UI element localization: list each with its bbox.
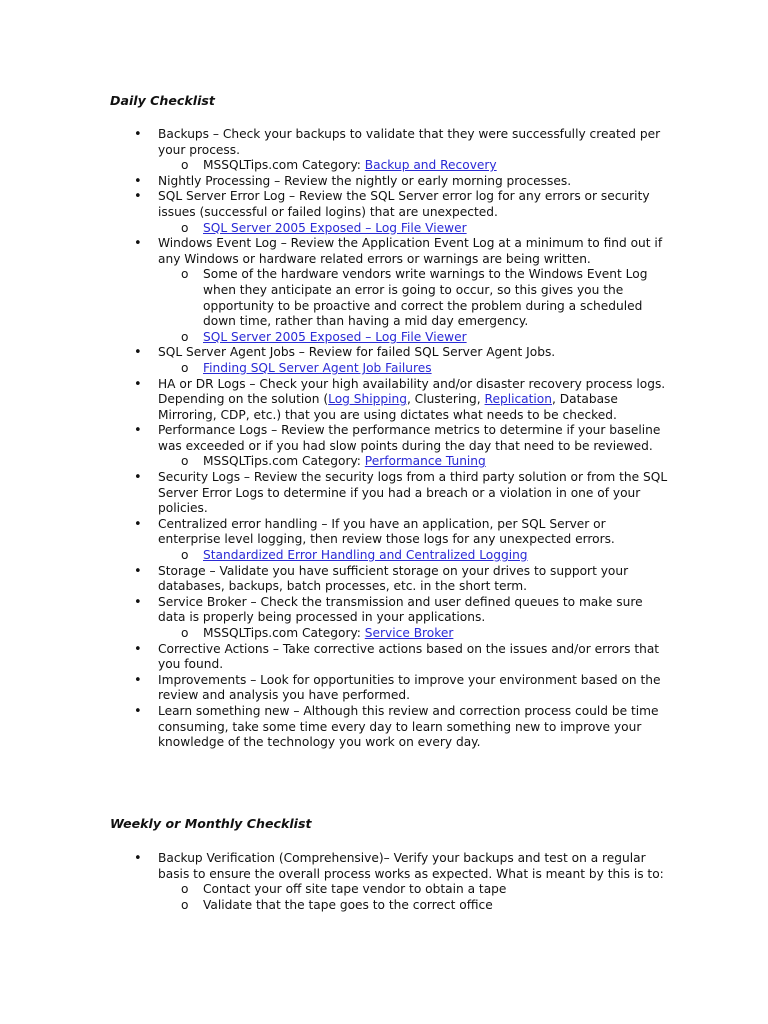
list-item [0,595,668,626]
item-text: , Database Mirroring, CDP, etc.) that you are using dictates what needs to be checked. [158,392,618,422]
item-text: HA or DR Logs – Check your high availability and/or disaster recovery process logs. Depending on the solution ( [158,376,666,407]
list-item [0,517,668,548]
sub-list-item [0,158,668,174]
sub-list-item [0,454,668,470]
sub-list-item [0,221,668,237]
list-item [0,564,668,595]
sub-list-item [0,548,668,564]
item-text: SQL Server Agent Jobs – Review for failed SQL Server Agent Jobs. [158,345,556,360]
document-link[interactable]: SQL Server 2005 Exposed – Log File Viewer [203,329,467,344]
list-item [0,423,668,454]
sub-list-item [0,267,668,329]
document-link[interactable]: Finding SQL Server Agent Job Failures [203,360,432,375]
weekly-checklist-heading: Weekly or Monthly Checklist [110,816,312,831]
item-text: Corrective Actions – Take corrective actions based on the issues and/or errors that you found. [158,641,660,672]
sub-list-item [0,898,668,914]
item-text: Security Logs – Review the security logs from a third party solution or from the SQL Server Error Logs to determine if you had a breach or a violation in one of your policies. [158,470,668,516]
item-text: Backups – Check your backups to validate that they were successfully created per your process. [158,127,661,157]
item-text: MSSQLTips.com Category: [203,626,365,640]
sub-list-item [0,361,668,377]
item-text: Performance Logs – Review the performance metrics to determine if your baseline was exceeded or if you had slow points during the day that need to be reviewed. [158,423,661,453]
list-item [0,377,668,424]
item-text: MSSQLTips.com Category: [203,158,365,173]
document-link[interactable]: Standardized Error Handling and Centralized Logging [203,548,528,563]
item-text: SQL Server Error Log – Review the SQL Server error log for any errors or security issues (successful or failed logins) that are unexpected. [158,189,650,219]
item-text: Improvements – Look for opportunities to improve your environment based on the review and analysis you have performed. [158,672,661,703]
item-text: Some of the hardware vendors write warnings to the Windows Event Log when they anticipate an error is going to occur, so this gives you the opportunity to be proactive and correct the problem during a scheduled down time, rather than having a mid day emergency. [203,267,648,329]
item-text: Learn something new – Although this review and correction process could be time consuming, take some time every day to learn something new to improve your knowledge of the technology you work on every day. [158,703,659,750]
document-link[interactable]: SQL Server 2005 Exposed – Log File Viewer [203,220,467,235]
list-item [0,345,668,361]
item-text: Contact your off site tape vendor to obtain a tape [203,882,507,897]
daily-checklist-heading: Daily Checklist [110,93,215,108]
document-link[interactable]: Service Broker [364,626,454,640]
list-item [0,174,668,190]
list-item [0,704,668,751]
list-item [0,236,668,267]
item-text: Windows Event Log – Review the Application Event Log at a minimum to find out if any Windows or hardware related errors or warnings are being written. [158,236,663,266]
document-link[interactable]: Backup and Recovery [364,158,497,173]
list-item [0,851,668,882]
item-text: Centralized error handling – If you have an application, per SQL Server or enterprise level logging, then review those logs for any unexpected errors. [158,516,615,547]
document-link[interactable]: Performance Tuning [364,454,486,469]
item-text: Backup Verification (Comprehensive)– Verify your backups and test on a regular basis to ensure the overall process works as expected. What is meant by this is to: [158,851,664,881]
document-link[interactable]: Log Shipping [328,392,407,407]
list-item [0,673,668,704]
sub-list-item [0,330,668,346]
list-item [0,189,668,220]
list-item [0,127,668,158]
weekly-checklist-list [0,851,768,913]
item-text: Validate that the tape goes to the correct office [203,897,493,912]
item-text: Service Broker – Check the transmission and user defined queues to make sure data is properly being processed in your applications. [158,594,643,625]
list-item [0,470,668,517]
item-text: , Clustering, [406,392,485,407]
item-text: Nightly Processing – Review the nightly or early morning processes. [158,173,572,188]
daily-checklist-list [0,127,768,751]
item-text: MSSQLTips.com Category: [203,454,365,469]
sub-list-item [0,882,668,898]
document-link[interactable]: Replication [484,392,552,407]
item-text: Storage – Validate you have sufficient storage on your drives to support your databases, backups, batch processes, etc. in the short term. [158,563,629,594]
sub-list-item [0,626,668,642]
list-item [0,642,668,673]
